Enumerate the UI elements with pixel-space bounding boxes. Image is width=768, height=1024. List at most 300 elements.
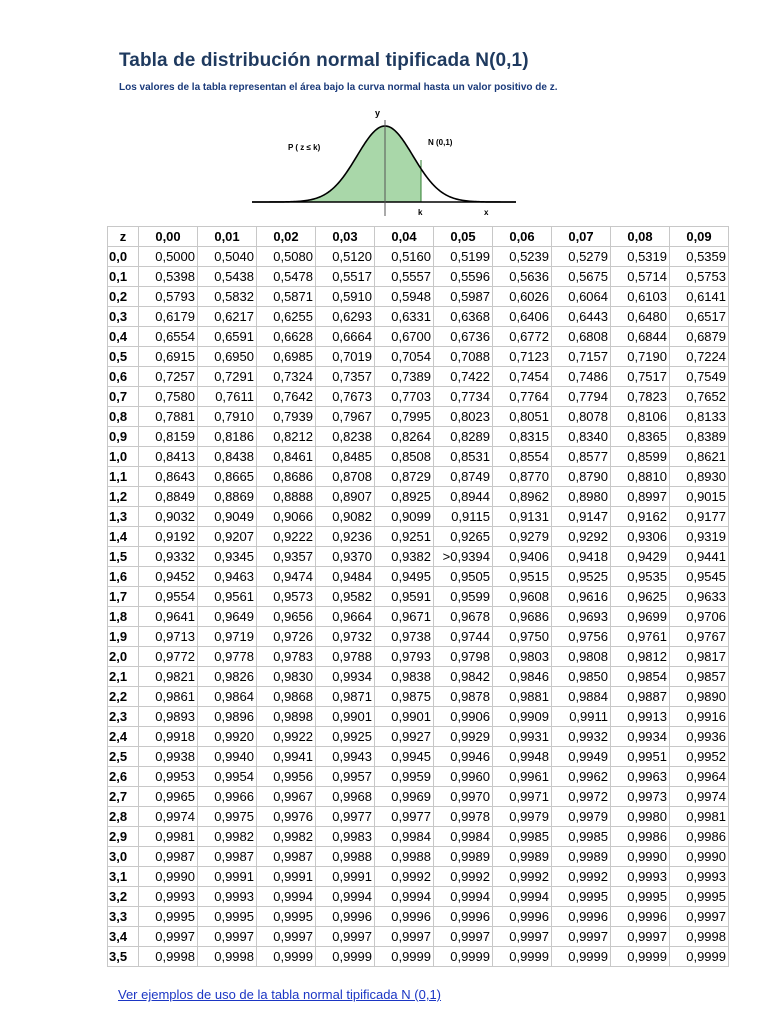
z-value-cell: 2,6 — [108, 767, 139, 787]
probability-cell: 0,9406 — [493, 547, 552, 567]
header-col: 0,09 — [670, 227, 729, 247]
probability-cell: 0,5319 — [611, 247, 670, 267]
probability-cell: 0,9838 — [375, 667, 434, 687]
probability-cell: 0,9951 — [611, 747, 670, 767]
z-value-cell: 0,2 — [108, 287, 139, 307]
probability-cell: 0,8770 — [493, 467, 552, 487]
probability-cell: 0,9099 — [375, 507, 434, 527]
area-under-curve — [252, 126, 421, 202]
probability-cell: 0,9997 — [139, 927, 198, 947]
probability-cell: 0,8930 — [670, 467, 729, 487]
probability-cell: 0,8686 — [257, 467, 316, 487]
probability-cell: 0,5517 — [316, 267, 375, 287]
probability-cell: 0,9803 — [493, 647, 552, 667]
table-row — [108, 387, 729, 407]
z-value-cell: 1,3 — [108, 507, 139, 527]
probability-cell: 0,9999 — [493, 947, 552, 967]
probability-cell: 0,9990 — [670, 847, 729, 867]
probability-cell: 0,9978 — [434, 807, 493, 827]
probability-cell: 0,9699 — [611, 607, 670, 627]
table-row — [108, 507, 729, 527]
probability-cell: 0,6517 — [670, 307, 729, 327]
probability-cell: 0,9649 — [198, 607, 257, 627]
probability-cell: 0,8790 — [552, 467, 611, 487]
probability-cell: 0,9131 — [493, 507, 552, 527]
probability-cell: 0,9162 — [611, 507, 670, 527]
probability-cell: 0,5478 — [257, 267, 316, 287]
probability-cell: 0,9830 — [257, 667, 316, 687]
probability-cell: 0,9974 — [670, 787, 729, 807]
probability-cell: 0,7123 — [493, 347, 552, 367]
probability-cell: 0,9995 — [198, 907, 257, 927]
z-value-cell: 0,6 — [108, 367, 139, 387]
probability-cell: 0,8621 — [670, 447, 729, 467]
probability-cell: 0,7734 — [434, 387, 493, 407]
probability-cell: 0,6480 — [611, 307, 670, 327]
probability-cell: 0,9573 — [257, 587, 316, 607]
probability-cell: 0,7673 — [316, 387, 375, 407]
probability-cell: 0,7967 — [316, 407, 375, 427]
probability-cell: 0,9988 — [375, 847, 434, 867]
probability-cell: 0,9996 — [375, 907, 434, 927]
probability-cell: 0,8980 — [552, 487, 611, 507]
header-col: 0,08 — [611, 227, 670, 247]
probability-cell: 0,7224 — [670, 347, 729, 367]
z-value-cell: 0,3 — [108, 307, 139, 327]
probability-cell: 0,5398 — [139, 267, 198, 287]
table-row — [108, 647, 729, 667]
probability-cell: 0,9793 — [375, 647, 434, 667]
probability-cell: 0,7642 — [257, 387, 316, 407]
z-value-cell: 2,4 — [108, 727, 139, 747]
z-value-cell: 0,8 — [108, 407, 139, 427]
probability-cell: 0,9678 — [434, 607, 493, 627]
probability-cell: 0,9974 — [139, 807, 198, 827]
probability-cell: 0,9981 — [139, 827, 198, 847]
probability-cell: 0,5910 — [316, 287, 375, 307]
probability-cell: 0,5557 — [375, 267, 434, 287]
probability-cell: 0,9934 — [316, 667, 375, 687]
probability-cell: 0,7291 — [198, 367, 257, 387]
probability-cell: 0,6772 — [493, 327, 552, 347]
z-value-cell: 3,4 — [108, 927, 139, 947]
probability-cell: 0,9998 — [139, 947, 198, 967]
z-value-cell: 0,0 — [108, 247, 139, 267]
probability-cell: 0,6950 — [198, 347, 257, 367]
probability-cell: 0,8315 — [493, 427, 552, 447]
probability-cell: 0,9979 — [552, 807, 611, 827]
probability-cell: 0,6591 — [198, 327, 257, 347]
probability-cell: 0,9817 — [670, 647, 729, 667]
probability-cell: 0,9927 — [375, 727, 434, 747]
probability-cell: 0,8554 — [493, 447, 552, 467]
probability-cell: 0,9868 — [257, 687, 316, 707]
probability-cell: 0,9994 — [434, 887, 493, 907]
z-value-cell: 1,2 — [108, 487, 139, 507]
probability-cell: 0,9719 — [198, 627, 257, 647]
probability-cell: 0,8340 — [552, 427, 611, 447]
probability-cell: 0,9798 — [434, 647, 493, 667]
examples-link[interactable]: Ver ejemplos de uso de la tabla normal tipificada N (0,1) — [118, 987, 442, 1002]
probability-cell: 0,9999 — [316, 947, 375, 967]
z-value-cell: 1,4 — [108, 527, 139, 547]
probability-cell: 0,7486 — [552, 367, 611, 387]
probability-cell: 0,7190 — [611, 347, 670, 367]
probability-cell: 0,9750 — [493, 627, 552, 647]
table-row — [108, 527, 729, 547]
z-value-cell: 3,5 — [108, 947, 139, 967]
probability-cell: 0,9864 — [198, 687, 257, 707]
z-value-cell: 0,4 — [108, 327, 139, 347]
probability-cell: 0,9998 — [670, 927, 729, 947]
probability-cell: 0,6331 — [375, 307, 434, 327]
probability-cell: 0,9192 — [139, 527, 198, 547]
probability-cell: 0,9982 — [257, 827, 316, 847]
page-title: Tabla de distribución normal tipificada N(0,1) — [119, 50, 529, 71]
probability-cell: 0,9772 — [139, 647, 198, 667]
table-row — [108, 767, 729, 787]
probability-cell: 0,9966 — [198, 787, 257, 807]
probability-cell: 0,9706 — [670, 607, 729, 627]
probability-cell: 0,6879 — [670, 327, 729, 347]
probability-cell: 0,8888 — [257, 487, 316, 507]
probability-cell: 0,9997 — [375, 927, 434, 947]
probability-cell: 0,9992 — [434, 867, 493, 887]
probability-cell: 0,9934 — [611, 727, 670, 747]
probability-cell: 0,8023 — [434, 407, 493, 427]
probability-cell: 0,9808 — [552, 647, 611, 667]
probability-cell: 0,9997 — [198, 927, 257, 947]
label-y: y — [375, 108, 381, 118]
z-table — [107, 226, 729, 967]
label-k: k — [418, 208, 423, 217]
table-row — [108, 867, 729, 887]
probability-cell: 0,9996 — [552, 907, 611, 927]
probability-cell: 0,6628 — [257, 327, 316, 347]
header-col: 0,06 — [493, 227, 552, 247]
probability-cell: 0,9484 — [316, 567, 375, 587]
probability-cell: 0,6217 — [198, 307, 257, 327]
probability-cell: 0,9975 — [198, 807, 257, 827]
probability-cell: 0,9995 — [552, 887, 611, 907]
label-p: P ( z ≤ k) — [288, 143, 321, 152]
table-row — [108, 887, 729, 907]
probability-cell: 0,9986 — [611, 827, 670, 847]
probability-cell: 0,5596 — [434, 267, 493, 287]
probability-cell: 0,8461 — [257, 447, 316, 467]
probability-cell: 0,8159 — [139, 427, 198, 447]
probability-cell: 0,6808 — [552, 327, 611, 347]
probability-cell: 0,8413 — [139, 447, 198, 467]
probability-cell: 0,8869 — [198, 487, 257, 507]
probability-cell: 0,9973 — [611, 787, 670, 807]
header-col: 0,03 — [316, 227, 375, 247]
probability-cell: 0,9901 — [316, 707, 375, 727]
probability-cell: 0,9999 — [434, 947, 493, 967]
probability-cell: 0,9554 — [139, 587, 198, 607]
probability-cell: 0,5636 — [493, 267, 552, 287]
probability-cell: 0,6554 — [139, 327, 198, 347]
probability-cell: 0,6179 — [139, 307, 198, 327]
probability-cell: 0,6443 — [552, 307, 611, 327]
probability-cell: 0,9993 — [139, 887, 198, 907]
table-row — [108, 247, 729, 267]
probability-cell: 0,9545 — [670, 567, 729, 587]
probability-cell: 0,9901 — [375, 707, 434, 727]
probability-cell: 0,9861 — [139, 687, 198, 707]
probability-cell: 0,7794 — [552, 387, 611, 407]
probability-cell: 0,7764 — [493, 387, 552, 407]
z-value-cell: 2,8 — [108, 807, 139, 827]
probability-cell: 0,9997 — [257, 927, 316, 947]
probability-cell: 0,9994 — [375, 887, 434, 907]
probability-cell: 0,9929 — [434, 727, 493, 747]
z-value-cell: 2,0 — [108, 647, 139, 667]
probability-cell: 0,9985 — [493, 827, 552, 847]
probability-cell: 0,9945 — [375, 747, 434, 767]
probability-cell: 0,5832 — [198, 287, 257, 307]
probability-cell: 0,9997 — [611, 927, 670, 947]
probability-cell: 0,9812 — [611, 647, 670, 667]
probability-cell: 0,5239 — [493, 247, 552, 267]
probability-cell: 0,7703 — [375, 387, 434, 407]
probability-cell: 0,7324 — [257, 367, 316, 387]
probability-cell: 0,9987 — [198, 847, 257, 867]
probability-cell: 0,9957 — [316, 767, 375, 787]
z-value-cell: 0,5 — [108, 347, 139, 367]
probability-cell: 0,9761 — [611, 627, 670, 647]
probability-cell: 0,8665 — [198, 467, 257, 487]
probability-cell: 0,8438 — [198, 447, 257, 467]
probability-cell: 0,7422 — [434, 367, 493, 387]
probability-cell: 0,8212 — [257, 427, 316, 447]
probability-cell: 0,9959 — [375, 767, 434, 787]
probability-cell: 0,7549 — [670, 367, 729, 387]
probability-cell: 0,8485 — [316, 447, 375, 467]
probability-cell: 0,9418 — [552, 547, 611, 567]
probability-cell: 0,7257 — [139, 367, 198, 387]
probability-cell: 0,9987 — [139, 847, 198, 867]
probability-cell: 0,9999 — [552, 947, 611, 967]
probability-cell: 0,9996 — [316, 907, 375, 927]
probability-cell: 0,9884 — [552, 687, 611, 707]
probability-cell: 0,6700 — [375, 327, 434, 347]
probability-cell: 0,7823 — [611, 387, 670, 407]
probability-cell: 0,9693 — [552, 607, 611, 627]
probability-cell: 0,6736 — [434, 327, 493, 347]
probability-cell: 0,9767 — [670, 627, 729, 647]
probability-cell: 0,5359 — [670, 247, 729, 267]
probability-cell: 0,5160 — [375, 247, 434, 267]
z-value-cell: 3,3 — [108, 907, 139, 927]
table-row — [108, 287, 729, 307]
probability-cell: 0,9991 — [316, 867, 375, 887]
probability-cell: 0,9850 — [552, 667, 611, 687]
probability-cell: 0,9994 — [316, 887, 375, 907]
probability-cell: 0,8599 — [611, 447, 670, 467]
z-value-cell: 2,7 — [108, 787, 139, 807]
probability-cell: 0,8365 — [611, 427, 670, 447]
table-row — [108, 487, 729, 507]
probability-cell: 0,9826 — [198, 667, 257, 687]
z-value-cell: 2,5 — [108, 747, 139, 767]
probability-cell: 0,7995 — [375, 407, 434, 427]
probability-cell: 0,9251 — [375, 527, 434, 547]
probability-cell: 0,9994 — [493, 887, 552, 907]
probability-cell: 0,9515 — [493, 567, 552, 587]
probability-cell: 0,9875 — [375, 687, 434, 707]
table-row — [108, 747, 729, 767]
probability-cell: 0,8749 — [434, 467, 493, 487]
probability-cell: 0,9983 — [316, 827, 375, 847]
probability-cell: 0,9887 — [611, 687, 670, 707]
probability-cell: 0,8051 — [493, 407, 552, 427]
probability-cell: 0,7939 — [257, 407, 316, 427]
probability-cell: 0,5753 — [670, 267, 729, 287]
probability-cell: 0,9893 — [139, 707, 198, 727]
probability-cell: 0,9922 — [257, 727, 316, 747]
probability-cell: 0,7580 — [139, 387, 198, 407]
probability-cell: 0,9756 — [552, 627, 611, 647]
probability-cell: 0,6844 — [611, 327, 670, 347]
z-value-cell: 1,9 — [108, 627, 139, 647]
probability-cell: 0,9940 — [198, 747, 257, 767]
probability-cell: 0,8133 — [670, 407, 729, 427]
probability-cell: 0,9991 — [198, 867, 257, 887]
probability-cell: 0,8389 — [670, 427, 729, 447]
probability-cell: 0,7054 — [375, 347, 434, 367]
probability-cell: 0,8577 — [552, 447, 611, 467]
probability-cell: 0,9265 — [434, 527, 493, 547]
probability-cell: 0,9985 — [552, 827, 611, 847]
probability-cell: 0,9996 — [611, 907, 670, 927]
probability-cell: 0,9970 — [434, 787, 493, 807]
probability-cell: 0,9936 — [670, 727, 729, 747]
probability-cell: 0,9821 — [139, 667, 198, 687]
probability-cell: 0,9625 — [611, 587, 670, 607]
probability-cell: 0,8238 — [316, 427, 375, 447]
probability-cell: 0,9306 — [611, 527, 670, 547]
probability-cell: 0,9732 — [316, 627, 375, 647]
probability-cell: 0,8997 — [611, 487, 670, 507]
probability-cell: 0,9953 — [139, 767, 198, 787]
probability-cell: 0,9608 — [493, 587, 552, 607]
z-value-cell: 0,9 — [108, 427, 139, 447]
probability-cell: 0,9997 — [493, 927, 552, 947]
header-col: 0,07 — [552, 227, 611, 247]
probability-cell: 0,9961 — [493, 767, 552, 787]
probability-cell: 0,9977 — [375, 807, 434, 827]
probability-cell: 0,9177 — [670, 507, 729, 527]
z-value-cell: 3,2 — [108, 887, 139, 907]
probability-cell: 0,8106 — [611, 407, 670, 427]
probability-cell: 0,5948 — [375, 287, 434, 307]
z-value-cell: 1,6 — [108, 567, 139, 587]
probability-cell: 0,9535 — [611, 567, 670, 587]
probability-cell: 0,8907 — [316, 487, 375, 507]
probability-cell: 0,7357 — [316, 367, 375, 387]
probability-cell: 0,9981 — [670, 807, 729, 827]
probability-cell: 0,9962 — [552, 767, 611, 787]
header-col: 0,00 — [139, 227, 198, 247]
probability-cell: 0,9963 — [611, 767, 670, 787]
probability-cell: 0,9846 — [493, 667, 552, 687]
probability-cell: 0,9525 — [552, 567, 611, 587]
table-row — [108, 927, 729, 947]
header-col: 0,05 — [434, 227, 493, 247]
probability-cell: 0,9995 — [257, 907, 316, 927]
probability-cell: 0,9898 — [257, 707, 316, 727]
probability-cell: 0,7088 — [434, 347, 493, 367]
probability-cell: 0,9999 — [611, 947, 670, 967]
probability-cell: 0,9946 — [434, 747, 493, 767]
page-subtitle: Los valores de la tabla representan el área bajo la curva normal hasta un valor positivo de z. — [119, 82, 558, 93]
probability-cell: 0,9989 — [434, 847, 493, 867]
header-col: 0,01 — [198, 227, 257, 247]
probability-cell: 0,9783 — [257, 647, 316, 667]
table-row — [108, 367, 729, 387]
probability-cell: 0,8531 — [434, 447, 493, 467]
probability-cell: 0,9996 — [434, 907, 493, 927]
probability-cell: 0,9913 — [611, 707, 670, 727]
z-value-cell: 2,1 — [108, 667, 139, 687]
probability-cell: 0,6664 — [316, 327, 375, 347]
table-row — [108, 307, 729, 327]
probability-cell: 0,6064 — [552, 287, 611, 307]
probability-cell: 0,5040 — [198, 247, 257, 267]
probability-cell: 0,9878 — [434, 687, 493, 707]
probability-cell: 0,9147 — [552, 507, 611, 527]
probability-cell: 0,9616 — [552, 587, 611, 607]
z-value-cell: 0,7 — [108, 387, 139, 407]
probability-cell: 0,9956 — [257, 767, 316, 787]
probability-cell: 0,9115 — [434, 507, 493, 527]
probability-cell: 0,5987 — [434, 287, 493, 307]
probability-cell: 0,9591 — [375, 587, 434, 607]
probability-cell: 0,6915 — [139, 347, 198, 367]
probability-cell: 0,9788 — [316, 647, 375, 667]
probability-cell: 0,9982 — [198, 827, 257, 847]
probability-cell: 0,9998 — [198, 947, 257, 967]
z-value-cell: 1,5 — [108, 547, 139, 567]
table-row — [108, 627, 729, 647]
table-row — [108, 587, 729, 607]
probability-cell: 0,9993 — [611, 867, 670, 887]
probability-cell: 0,9977 — [316, 807, 375, 827]
probability-cell: 0,9997 — [670, 907, 729, 927]
probability-cell: 0,9920 — [198, 727, 257, 747]
probability-cell: 0,9382 — [375, 547, 434, 567]
probability-cell: 0,9997 — [316, 927, 375, 947]
probability-cell: 0,9599 — [434, 587, 493, 607]
probability-cell: 0,9972 — [552, 787, 611, 807]
probability-cell: 0,9066 — [257, 507, 316, 527]
probability-cell: 0,9474 — [257, 567, 316, 587]
probability-cell: 0,8186 — [198, 427, 257, 447]
probability-cell: 0,9656 — [257, 607, 316, 627]
probability-cell: 0,9909 — [493, 707, 552, 727]
probability-cell: 0,9207 — [198, 527, 257, 547]
label-n: N (0,1) — [428, 138, 453, 147]
probability-cell: 0,9671 — [375, 607, 434, 627]
table-row — [108, 427, 729, 447]
probability-cell: 0,9948 — [493, 747, 552, 767]
probability-cell: 0,9032 — [139, 507, 198, 527]
probability-cell: 0,8643 — [139, 467, 198, 487]
probability-cell: 0,7517 — [611, 367, 670, 387]
table-row — [108, 567, 729, 587]
table-row — [108, 667, 729, 687]
